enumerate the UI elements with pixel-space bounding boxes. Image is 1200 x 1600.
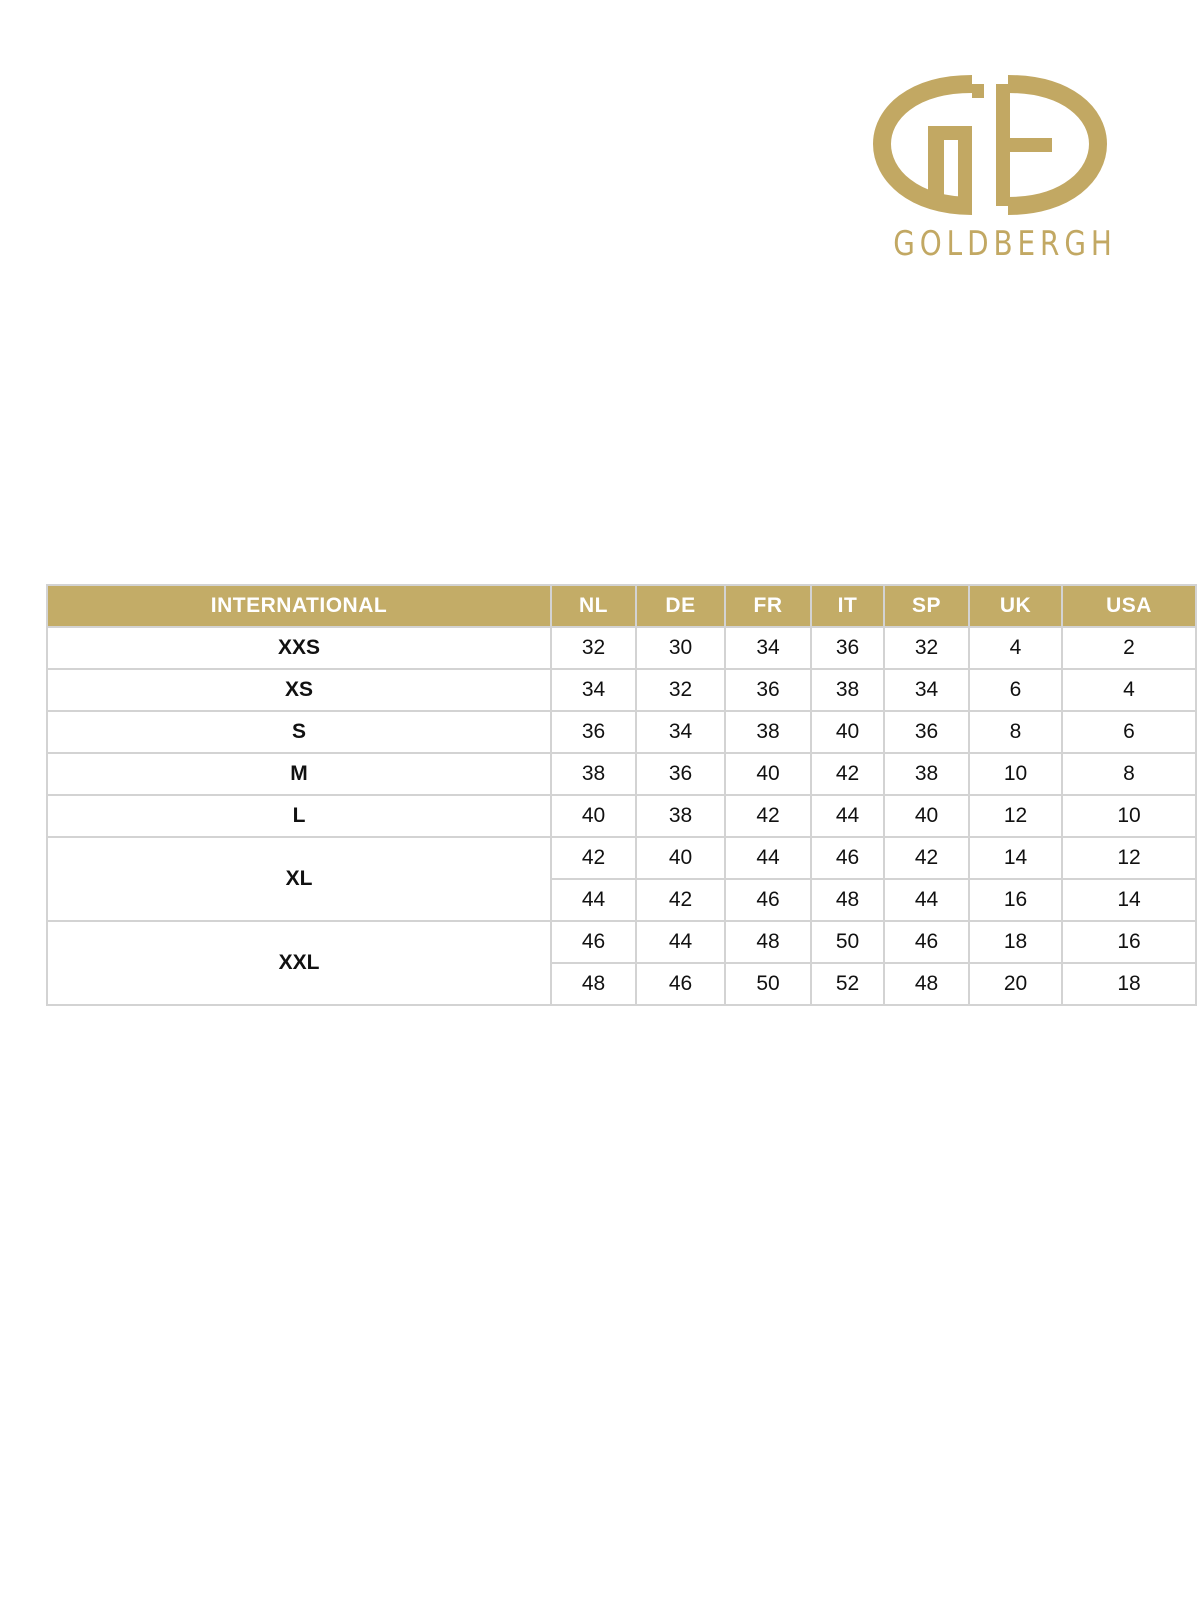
size-value-cell: 30 [636, 627, 725, 669]
international-size-cell: S [47, 711, 551, 753]
size-value-cell: 10 [1062, 795, 1196, 837]
international-size-cell: XXS [47, 627, 551, 669]
size-value-cell: 36 [551, 711, 636, 753]
size-value-cell: 48 [884, 963, 969, 1005]
size-value-cell: 44 [551, 879, 636, 921]
international-size-cell: XXL [47, 921, 551, 1005]
size-value-cell: 50 [811, 921, 884, 963]
size-value-cell: 14 [1062, 879, 1196, 921]
header-cell: USA [1062, 585, 1196, 627]
size-value-cell: 10 [969, 753, 1062, 795]
size-value-cell: 36 [725, 669, 811, 711]
header-cell: DE [636, 585, 725, 627]
size-value-cell: 44 [811, 795, 884, 837]
size-value-cell: 42 [811, 753, 884, 795]
size-value-cell: 42 [636, 879, 725, 921]
table-header-row [47, 585, 1196, 627]
size-value-cell: 48 [551, 963, 636, 1005]
header-cell: INTERNATIONAL [47, 585, 551, 627]
size-value-cell: 36 [811, 627, 884, 669]
size-value-cell: 18 [1062, 963, 1196, 1005]
size-value-cell: 40 [551, 795, 636, 837]
size-value-cell: 2 [1062, 627, 1196, 669]
size-value-cell: 36 [884, 711, 969, 753]
size-value-cell: 46 [636, 963, 725, 1005]
table-row [47, 711, 1196, 753]
table-row [47, 627, 1196, 669]
size-value-cell: 40 [884, 795, 969, 837]
size-value-cell: 18 [969, 921, 1062, 963]
size-value-cell: 12 [1062, 837, 1196, 879]
size-value-cell: 16 [969, 879, 1062, 921]
size-value-cell: 4 [1062, 669, 1196, 711]
size-value-cell: 46 [884, 921, 969, 963]
size-value-cell: 34 [725, 627, 811, 669]
size-value-cell: 46 [811, 837, 884, 879]
size-value-cell: 32 [636, 669, 725, 711]
size-value-cell: 46 [551, 921, 636, 963]
size-value-cell: 36 [636, 753, 725, 795]
size-value-cell: 6 [1062, 711, 1196, 753]
header-cell: FR [725, 585, 811, 627]
international-size-cell: M [47, 753, 551, 795]
table-row [47, 795, 1196, 837]
size-value-cell: 48 [811, 879, 884, 921]
size-conversion-table [46, 584, 1197, 1006]
size-value-cell: 44 [725, 837, 811, 879]
header-cell: NL [551, 585, 636, 627]
size-value-cell: 12 [969, 795, 1062, 837]
size-value-cell: 32 [884, 627, 969, 669]
size-value-cell: 40 [811, 711, 884, 753]
size-value-cell: 38 [811, 669, 884, 711]
size-value-cell: 38 [551, 753, 636, 795]
size-value-cell: 4 [969, 627, 1062, 669]
size-value-cell: 38 [725, 711, 811, 753]
international-size-cell: XS [47, 669, 551, 711]
brand-name: GOLDBERGH [893, 224, 1117, 264]
size-value-cell: 38 [636, 795, 725, 837]
size-value-cell: 14 [969, 837, 1062, 879]
header-cell: SP [884, 585, 969, 627]
size-value-cell: 34 [636, 711, 725, 753]
brand-logo [872, 74, 1117, 274]
table-row [47, 669, 1196, 711]
size-value-cell: 42 [884, 837, 969, 879]
size-value-cell: 40 [636, 837, 725, 879]
size-value-cell: 32 [551, 627, 636, 669]
size-value-cell: 8 [969, 711, 1062, 753]
size-value-cell: 34 [884, 669, 969, 711]
size-value-cell: 20 [969, 963, 1062, 1005]
size-value-cell: 42 [551, 837, 636, 879]
international-size-cell: L [47, 795, 551, 837]
size-value-cell: 48 [725, 921, 811, 963]
size-value-cell: 38 [884, 753, 969, 795]
header-cell: UK [969, 585, 1062, 627]
table-body [47, 627, 1196, 1005]
size-value-cell: 44 [636, 921, 725, 963]
size-value-cell: 40 [725, 753, 811, 795]
goldbergh-monogram-icon [872, 74, 1108, 220]
international-size-cell: XL [47, 837, 551, 921]
size-value-cell: 34 [551, 669, 636, 711]
table-row [47, 921, 1196, 963]
size-value-cell: 16 [1062, 921, 1196, 963]
header-cell: IT [811, 585, 884, 627]
size-value-cell: 6 [969, 669, 1062, 711]
table-row [47, 837, 1196, 879]
size-value-cell: 8 [1062, 753, 1196, 795]
size-value-cell: 44 [884, 879, 969, 921]
size-value-cell: 46 [725, 879, 811, 921]
size-value-cell: 42 [725, 795, 811, 837]
size-value-cell: 50 [725, 963, 811, 1005]
size-value-cell: 52 [811, 963, 884, 1005]
table-row [47, 753, 1196, 795]
